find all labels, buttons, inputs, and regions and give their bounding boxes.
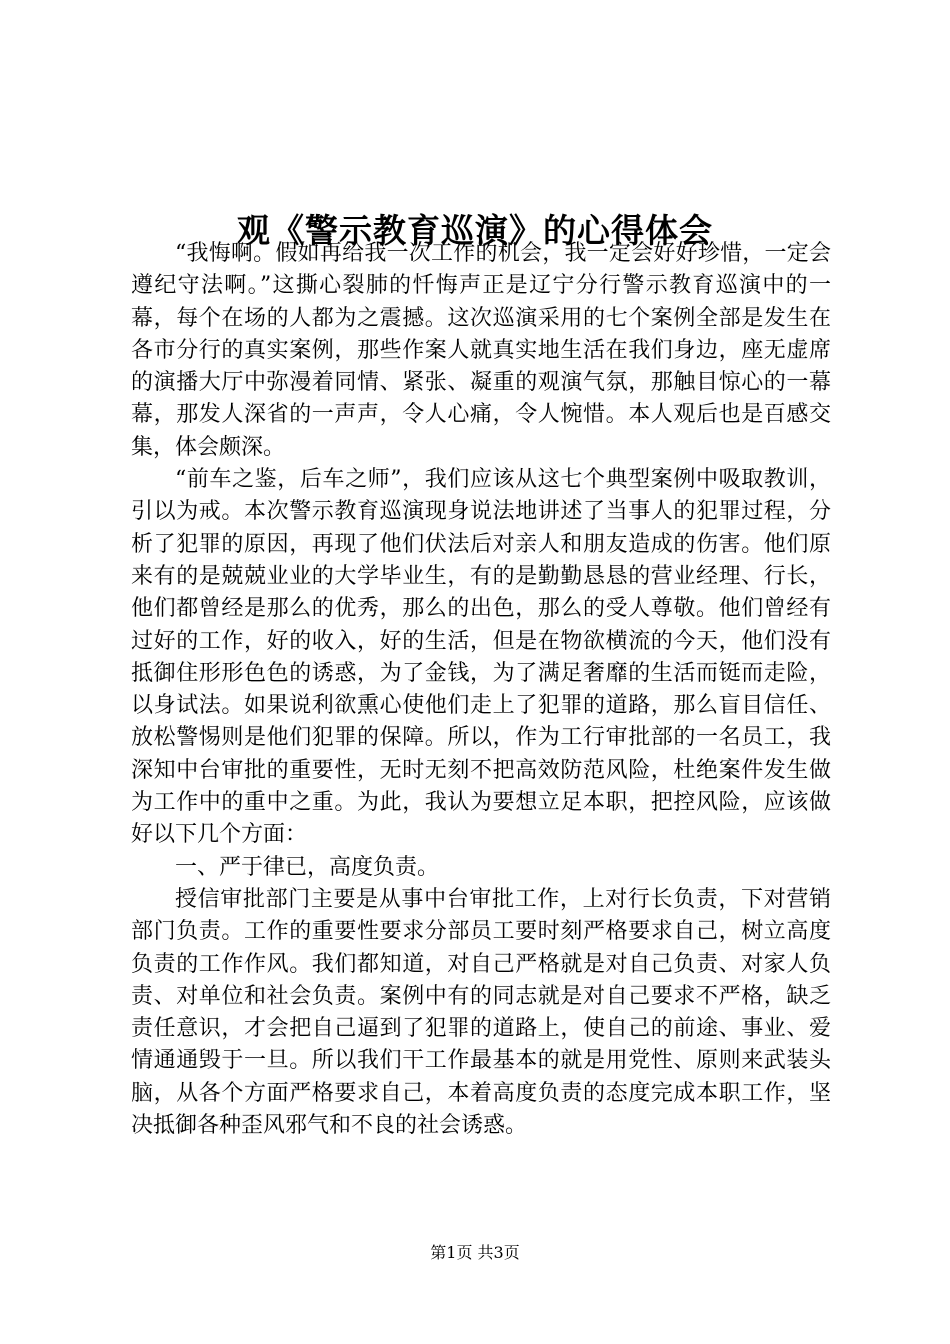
document-body (131, 238, 831, 1142)
paragraph: “我悔啊。假如再给我一次工作的机会，我一定会好好珍惜，一定会遵纪守法啊。”这撕心裂肺的忏悔声正是辽宁分行警示教育巡演中的一幕，每个在场的人都为之震撼。这次巡演采用的七个案例全部是发生在各市分行的真实案例，那些作案人就真实地生活在我们身边，座无虚席的演播大厅中弥漫着同情、紧张、凝重的观演气氛，那触目惊心的一幕幕，那发人深省的一声声，令人心痛，令人惋惜。本人观后也是百感交集，体会颇深。 (131, 241, 831, 460)
paragraph: “前车之鉴，后车之师”，我们应该从这七个典型案例中吸取教训，引以为戒。本次警示教育巡演现身说法地讲述了当事人的犯罪过程，分析了犯罪的原因，再现了他们伏法后对亲人和朋友造成的伤害。他们原来有的是兢兢业业的大学毕业生，有的是勤勤恳恳的营业经理、行长，他们都曾经是那么的优秀，那么的出色，那么的受人尊敬。他们曾经有过好的工作，好的收入，好的生活，但是在物欲横流的今天，他们没有抵御住形形色色的诱惑，为了金钱，为了满足奢靡的生活而铤而走险，以身试法。如果说利欲熏心使他们走上了犯罪的道路，那么盲目信任、放松警惕则是他们犯罪的保障。所以，作为工行审批部的一名员工，我深知中台审批的重要性，无时无刻不把高效防范风险，杜绝案件发生做为工作中的重中之重。为此，我认为要想立足本职，把控风险，应该做好以下几个方面： (131, 467, 831, 848)
page-footer: 第1页 共3页 (430, 1243, 520, 1262)
document-title: 观《警示教育巡演》的心得体会 (237, 211, 713, 251)
section-heading: 一、严于律已，高度负责。 (175, 854, 440, 880)
paragraph: 授信审批部门主要是从事中台审批工作，上对行长负责，下对营销部门负责。工作的重要性要求分部员工要时刻严格要求自己，树立高度负责的工作作风。我们都知道，对自己严格就是对自己负责、对家人负责、对单位和社会负责。案例中有的同志就是对自己要求不严格，缺乏责任意识，才会把自己逼到了犯罪的道路上，使自己的前途、事业、爱情通通毁于一旦。所以我们干工作最基本的就是用党性、原则来武装头脑，从各个方面严格要求自己，本着高度负责的态度完成本职工作，坚决抵御各种歪风邪气和不良的社会诱惑。 (131, 886, 831, 1139)
